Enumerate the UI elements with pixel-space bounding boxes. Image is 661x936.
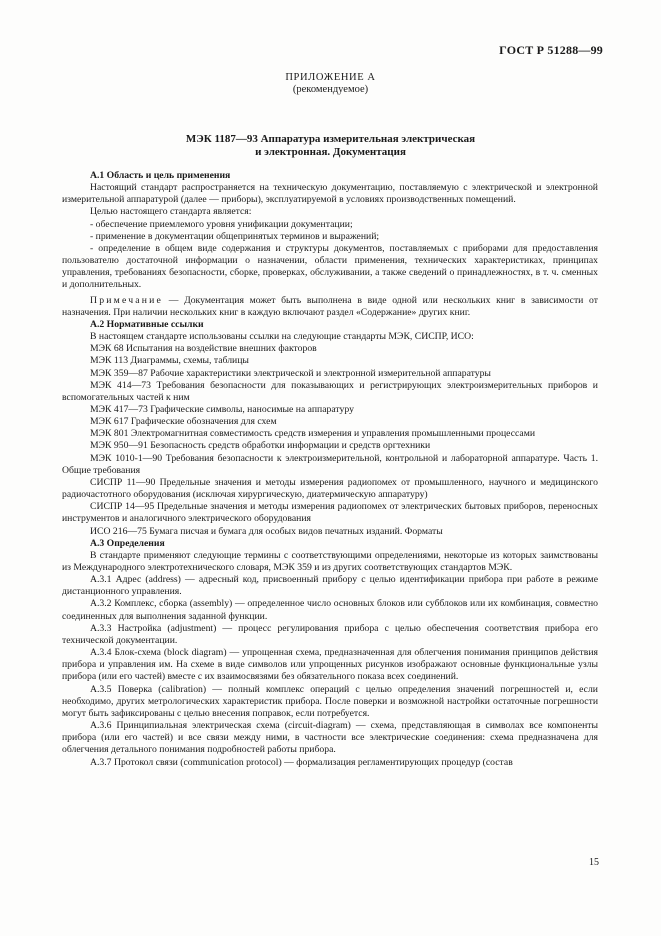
- appendix-heading: [0, 72, 661, 96]
- section-heading-a1: А.1 Область и цель применения: [90, 170, 231, 181]
- list-item: - применение в документации общепринятых терминов и выражений;: [90, 230, 380, 242]
- section-heading-a2: А.2 Нормативные ссылки: [90, 318, 204, 330]
- definition-item: А.3.3 Настройка (adjustment) — процесс регулирования прибора с целью обеспечения соответствия прибора его технической документации.: [62, 622, 598, 646]
- reference-item: СИСПР 14—95 Предельные значения и методы измерения радиопомех от электрических бытовых приборов, переносных инструментов и аналогичного электрического оборудования: [62, 501, 598, 525]
- section-heading-a3: А.3 Определения: [90, 537, 165, 549]
- standard-code: ГОСТ Р 51288—99: [499, 43, 603, 57]
- note: [62, 295, 598, 319]
- note-label: Примечание: [90, 294, 164, 306]
- reference-item: МЭК 414—73 Требования безопасности для показывающих и регистрирующих электроизмерительных приборов и вспомогательных частей к ним: [62, 379, 598, 403]
- definition-item: А.3.7 Протокол связи (communication protocol) — формализация регламентирующих процедур (состав: [90, 756, 513, 768]
- reference-item: МЭК 68 Испытания на воздействие внешних факторов: [90, 343, 317, 355]
- reference-item: МЭК 417—73 Графические символы, наносимые на аппаратуру: [90, 403, 354, 415]
- reference-item: МЭК 617 Графические обозначения для схем: [90, 416, 277, 428]
- paragraph: Целью настоящего стандарта является:: [90, 206, 252, 218]
- reference-item: МЭК 801 Электромагнитная совместимость средств измерения и управления промышленными процессами: [90, 428, 536, 440]
- list-item: - обеспечение приемлемого уровня унификации документации;: [90, 218, 353, 230]
- list-item: - определение в общем виде содержания и структуры документов, поставляемых с приборами для предоставления пользователю достаточной информации о назначении, области применения, технических характеристиках, принципах управления, требованиях безопасности, сборке, проверках, обслуживании, а также сведений о принадлежностях, в т. ч. сменных и дополнительных.: [62, 242, 598, 291]
- appendix-title: ПРИЛОЖЕНИЕ А: [285, 72, 376, 83]
- document-title-line2: и электронная. Документация: [255, 146, 406, 158]
- page-number: 15: [589, 857, 599, 868]
- definition-item: А.3.5 Поверка (calibration) — полный комплекс операций с целью определения значений погрешностей и, если необходимо, других метрологических характеристик прибора. После поверки и возможной настройки остаточные погрешности могут быть зафиксированы с целью внесения поправок, если потребуется.: [62, 683, 598, 719]
- reference-item: МЭК 359—87 Рабочие характеристики электрической и электронной измерительной аппаратуры: [90, 367, 491, 379]
- reference-item: СИСПР 11—90 Предельные значения и методы измерения радиопомех от промышленного, научного и медицинского радиочастотного оборудования (исключая хирургическую, диатермическую аппаратуру): [62, 476, 598, 501]
- paragraph: В настоящем стандарте использованы ссылки на следующие стандарты МЭК, СИСПР, ИСО:: [90, 331, 474, 343]
- document-body: [62, 170, 598, 769]
- definition-item: А.3.6 Принципиальная электрическая схема (circuit-diagram) — схема, представляющая в символах все компоненты прибора (или его частей) и все связи между ними, в частности все электрические соединения: схема предназначена для облегчения детального понимания подробностей работы прибора.: [62, 720, 598, 756]
- document-title: [0, 133, 661, 159]
- reference-item: МЭК 1010-1—90 Требования безопасности к электроизмерительной, контрольной и лабораторной аппаратуре. Часть 1. Общие требования: [62, 452, 598, 476]
- reference-item: МЭК 113 Диаграммы, схемы, таблицы: [90, 355, 249, 367]
- reference-item: ИСО 216—75 Бумага писчая и бумага для особых видов печатных изданий. Форматы: [90, 525, 443, 537]
- note-text: — Документация может быть выполнена в виде одной или нескольких книг в зависимости от назначения. При наличии нескольких книг в каждую включают раздел «Содержание» других книг.: [62, 294, 598, 318]
- paragraph: Настоящий стандарт распространяется на техническую документацию, поставляемую с электрической и электронной измерительной аппаратурой (далее — приборы), эксплуатируемой в условиях производственных помещений.: [62, 182, 598, 206]
- definition-item: А.3.1 Адрес (address) — адресный код, присвоенный прибору с целью идентификации прибора при работе в режиме дистанционного управления.: [62, 574, 598, 598]
- definition-item: А.3.2 Комплекс, сборка (assembly) — определенное число основных блоков или субблоков или их комбинация, совместно соединенных для выполнения заданной функции.: [62, 598, 598, 622]
- appendix-subtitle: (рекомендуемое): [292, 84, 369, 95]
- definition-item: А.3.4 Блок-схема (block diagram) — упрощенная схема, предназначенная для облегчения понимания принципов действия прибора и управления им. На схеме в виде символов или упрощенных рисунков изображают основные функциональные узлы прибора (или его частей) вместе с их взаимосвязями без обязательного показа всех соединений.: [62, 647, 598, 683]
- reference-item: МЭК 950—91 Безопасность средств обработки информации и средств оргтехники: [90, 440, 431, 452]
- document-title-line1: МЭК 1187—93 Аппаратура измерительная электрическая: [185, 133, 476, 145]
- paragraph: В стандарте применяют следующие термины с соответствующими определениями, некоторые из которых заимствованы из Международного электротехнического словаря, МЭК 359 и из других соответствующих стандартов МЭК.: [62, 549, 598, 573]
